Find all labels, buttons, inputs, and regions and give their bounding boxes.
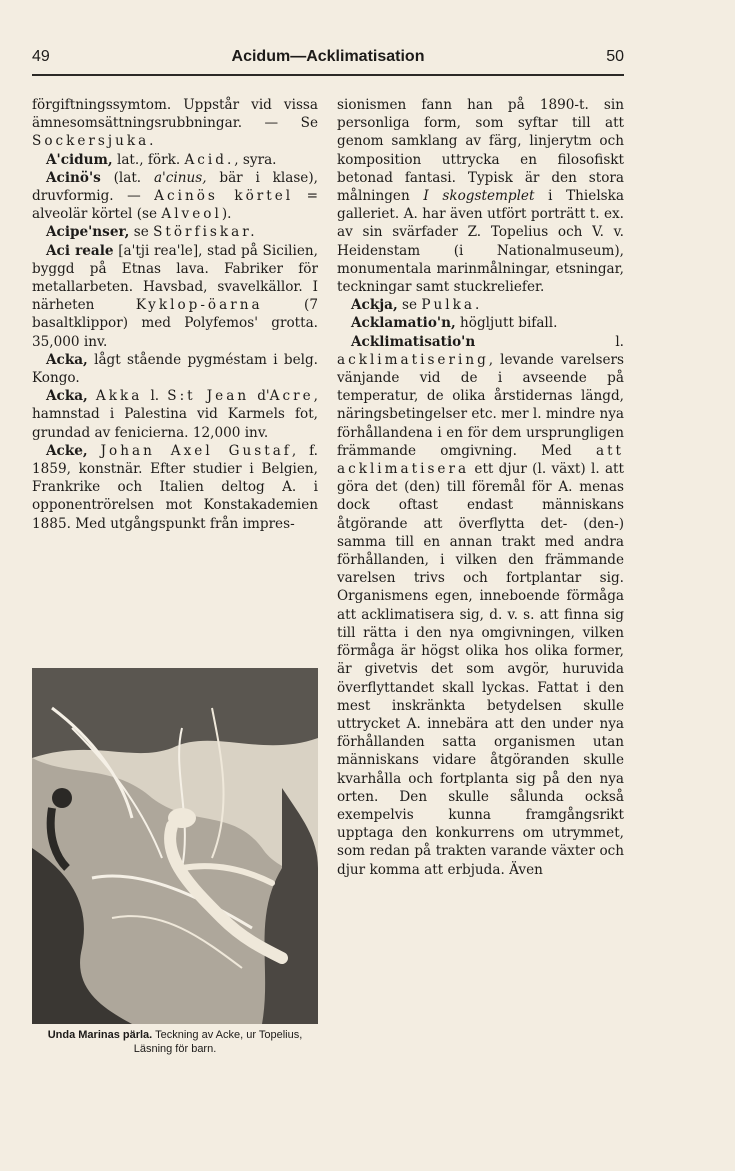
entry-spaced: Akka (95, 388, 143, 405)
entry-acinos (32, 169, 318, 224)
headword: Acklamatio'n, (351, 315, 456, 332)
left-page-number: 49 (32, 48, 50, 65)
entry-text: i Thielska galleriet. A. har även utfört porträtt t. ex. av sin svärfader Z. Topelius och V. v. Heidenstam (i Nationalmuseum), monumentala marinmålningar, etsningar, teckningar samt stuckreliefer. (337, 188, 624, 296)
entry-acklamation (337, 314, 624, 332)
entry-text: l. (150, 388, 160, 405)
headword: Aci reale (46, 242, 114, 259)
entry-text: lågt stående pygméstam i belg. Kongo. (32, 351, 318, 387)
entry-acipenser (32, 223, 318, 241)
entry-acidum (32, 151, 318, 169)
entry-crossref: Störfiskar. (153, 224, 258, 241)
entry-acklimatisation (337, 333, 624, 879)
figure-caption (32, 1028, 318, 1056)
entry-acka-pygmy (32, 351, 318, 387)
entry-spaced: Kyklop-öarna (135, 297, 263, 314)
headword: Ackja, (351, 297, 398, 314)
headword: Acklimatisatio'n (351, 333, 476, 350)
entry-text: , syra. (234, 151, 277, 168)
entry-spaced: Alveol (161, 206, 222, 223)
entry-text: , levande varelsers vänjande vid de i avseende på temperatur, de olika årstidernas längd, näringsbetingelser etc. mer l. mindre nya förhållandena i en för dem ursprungligen främmande omgivning. Med (337, 351, 624, 459)
caption-text: Teckning av Acke, ur Topelius, Läsning för barn. (133, 1029, 303, 1055)
entry-spaced: acklimatisering (337, 351, 489, 368)
headword: Acipe'nser, (46, 224, 130, 241)
running-title: Acidum—Acklimatisation (231, 48, 425, 65)
entry-text: = alveolär körtel (se (32, 188, 318, 223)
entry-text: (lat. (113, 169, 142, 186)
entry-text: sionismen fann han på 1890-t. sin personliga form, som syftar till att genom samklang av färg, linjerytm och komposition uttrycka en filosofiskt betonad fantasi. Typisk är den stora målningen (337, 97, 624, 205)
headword: Acke, (46, 442, 88, 459)
entry-text: förgiftningssymtom. Uppstår vid vissa ämnesomsättningsrubbningar. — Se (32, 97, 318, 132)
entry-continuation (32, 96, 318, 151)
entry-spaced: Acid. (184, 151, 235, 168)
entry-italic: a'cinus, (153, 169, 207, 186)
entry-acke-continued (337, 96, 624, 296)
headword: Acka, (46, 388, 88, 405)
entry-text: högljutt bifall. (460, 315, 558, 332)
entry-spaced: S:t Jean (167, 388, 250, 405)
entry-text: l. (615, 333, 624, 350)
entry-spaced: Johan Axel Gustaf (100, 442, 292, 459)
entry-text: se (133, 224, 149, 241)
right-column (337, 96, 624, 879)
entry-text: ). (221, 206, 232, 223)
entry-acka-city (32, 387, 318, 442)
entry-text: ett djur (l. växt) l. att göra det (den) till föremål för A. menas dock oftast endast människans åtgörande att överflytta det- (den-) samma till en annan trakt med andra förhållanden, i vilken den främmande varelsen trivs och fortplantar sig. Organismens egen, inneboende förmåga att acklimatisera sig, d. v. s. att finna sig till rätta i den nya omgivningen, vilken förmåga är högst olika hos olika former, är givetvis det som avgör, huruvida överflyttandet skall lyckas. Fattat i den mest inskränkta betydelsen skulle uttrycket A. innebära att den under nya förhållanden satta organismen utan människans vidare åtgöranden skulle kvarhålla och fortplanta sig på den nya orten. Den skulle sålunda också exempelvis kunna framgångsrikt upptaga den konkurrens om utrymmet, som redan på trakten varande växter och djur komma att erbjuda. Även (337, 461, 624, 878)
entry-aci-reale (32, 242, 318, 351)
entry-text: se (402, 297, 418, 314)
header-rule (32, 74, 624, 76)
entry-ackja (337, 296, 624, 314)
entry-text: bär i klase), druvformig. — (32, 169, 318, 205)
running-header (32, 48, 624, 72)
illustration-figure (32, 668, 318, 1024)
entry-text: (7 basaltklippor) med Polyfemos' grotta. 35,000 inv. (32, 297, 318, 350)
entry-crossref: Pulka. (421, 297, 483, 314)
entry-text: lat., förk. (116, 151, 181, 168)
entry-spaced: Acre (269, 388, 314, 405)
entry-text: , f. 1859, konstnär. Efter studier i Belgien, Frankrike och Italien deltog A. i opponentrörelsen mot Konstakademien 1885. Med utgångspunkt från impres- (32, 442, 318, 532)
entry-acke (32, 442, 318, 533)
caption-title: Unda Marinas pärla. (47, 1029, 153, 1041)
right-page-number: 50 (606, 48, 624, 65)
illustration-drawing (32, 668, 318, 1024)
entry-crossref: Sockersjuka. (32, 133, 157, 150)
entry-text: d' (257, 388, 270, 405)
entry-spaced: Acinös körtel (154, 188, 294, 205)
entry-spaced: att acklimatisera (337, 442, 624, 478)
entry-text: [a'tji rea'le], stad på Sicilien, byggd på Etnas lava. Fabriker för metallarbeten. Havsbad, svavelkällor. I närheten (32, 242, 318, 314)
entry-text: , hamnstad i Palestina vid Karmels fot, grundad av fenicierna. 12,000 inv. (32, 388, 318, 441)
headword: Acinö's (46, 169, 101, 186)
headword: Acka, (46, 351, 88, 368)
left-column (32, 96, 318, 533)
entry-italic: I skogstemplet (423, 188, 535, 205)
headword: A'cidum, (46, 151, 113, 168)
